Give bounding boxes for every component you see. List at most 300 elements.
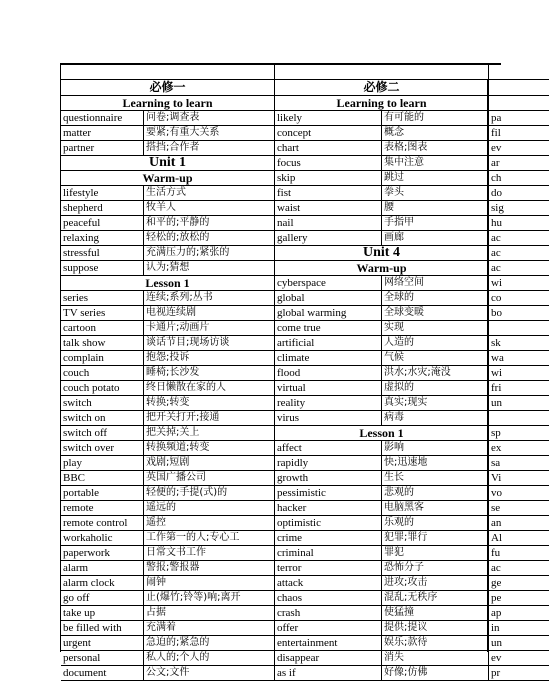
chinese-meaning: 急迫的;紧急的	[146, 637, 210, 648]
chinese-meaning: 网络空间	[384, 277, 424, 288]
vocab-row	[275, 441, 488, 456]
english-word: matter	[61, 126, 144, 140]
english-word: be filled with	[61, 621, 144, 635]
english-word: stressful	[61, 246, 144, 260]
vocab-row	[61, 651, 274, 666]
vocab-row	[61, 576, 274, 591]
chinese-meaning: 消失	[384, 652, 404, 663]
vocab-row	[489, 666, 549, 681]
vocab-row	[275, 366, 488, 381]
english-word: virus	[275, 411, 382, 425]
vocab-row	[61, 486, 274, 501]
english-word: nail	[275, 216, 382, 230]
vocab-row	[489, 501, 549, 516]
english-word: couch potato	[61, 381, 144, 395]
chinese-meaning: 好像;仿佛	[384, 667, 428, 678]
vocab-row	[275, 636, 488, 651]
vocab-row	[489, 111, 549, 126]
vocab-row	[275, 216, 488, 231]
vocab-row	[275, 591, 488, 606]
chinese-meaning: 提供;提议	[384, 622, 428, 633]
vocab-row	[489, 456, 549, 471]
section-heading	[489, 96, 549, 111]
chinese-meaning: 抱怨;投诉	[146, 352, 190, 363]
english-word: sa	[491, 457, 501, 469]
english-word: sig	[491, 202, 504, 214]
vocab-row	[275, 546, 488, 561]
chinese-meaning: 警报;警报器	[146, 562, 200, 573]
english-word: ac	[491, 562, 501, 574]
vocab-row	[489, 471, 549, 486]
vocab-row	[489, 426, 549, 441]
chinese-meaning: 闹钟	[146, 577, 166, 588]
vocab-row	[489, 231, 549, 246]
vocab-row	[61, 111, 274, 126]
chinese-meaning: 充满着	[146, 622, 176, 633]
english-word: ge	[491, 577, 502, 589]
section-heading: Learning to learn	[275, 96, 488, 111]
english-word: growth	[275, 471, 382, 485]
vocab-row	[275, 666, 488, 681]
vocab-row	[489, 306, 549, 321]
english-word: Vi	[491, 472, 502, 484]
chinese-meaning: 日常文书工作	[146, 547, 206, 558]
chinese-meaning: 罪犯	[384, 547, 404, 558]
vocab-row	[275, 126, 488, 141]
vocab-row	[489, 276, 549, 291]
chinese-meaning: 真实;现实	[384, 397, 428, 408]
vocab-row	[489, 516, 549, 531]
chinese-meaning: 牧羊人	[146, 202, 176, 213]
chinese-meaning: 英国广播公司	[146, 472, 206, 483]
vocab-row	[61, 501, 274, 516]
chinese-meaning: 电视连续剧	[146, 307, 196, 318]
vocab-row	[489, 636, 549, 651]
english-word: offer	[275, 621, 382, 635]
vocab-row	[489, 336, 549, 351]
english-word: wa	[491, 352, 504, 364]
chinese-meaning: 使猛撞	[384, 607, 414, 618]
vocab-row	[275, 186, 488, 201]
vocab-row	[275, 501, 488, 516]
english-word: entertainment	[275, 636, 382, 650]
english-word: ch	[491, 172, 502, 184]
vocab-row	[275, 141, 488, 156]
section-heading: Lesson 1	[275, 426, 488, 441]
vocab-row	[489, 486, 549, 501]
english-word: remote control	[61, 516, 144, 530]
english-word: global warming	[275, 306, 382, 320]
vocab-row	[489, 216, 549, 231]
chinese-meaning: 乐观的	[384, 517, 414, 528]
english-word: disappear	[275, 651, 382, 665]
vocab-row	[275, 231, 488, 246]
vocab-row	[489, 561, 549, 576]
english-word: un	[491, 397, 502, 409]
vocab-row	[275, 336, 488, 351]
english-word: do	[491, 187, 502, 199]
vocab-row	[275, 561, 488, 576]
vocab-row	[275, 291, 488, 306]
chinese-meaning: 连续;系列;丛书	[146, 292, 213, 303]
section-heading: Warm-up	[61, 171, 274, 186]
vocab-row	[275, 531, 488, 546]
vocab-row	[489, 366, 549, 381]
vocab-row	[61, 606, 274, 621]
english-word: pr	[491, 667, 501, 679]
english-word: personal	[61, 651, 144, 665]
vocab-row	[61, 561, 274, 576]
english-word: crash	[275, 606, 382, 620]
english-word: ex	[491, 442, 502, 454]
chinese-meaning: 快;迅速地	[384, 457, 428, 468]
chinese-meaning: 终日懒散在家的人	[146, 382, 226, 393]
vocab-row	[489, 396, 549, 411]
vocab-row	[489, 381, 549, 396]
english-word: an	[491, 517, 502, 529]
english-word: fist	[275, 186, 382, 200]
vocab-row	[61, 306, 274, 321]
english-word: virtual	[275, 381, 382, 395]
vocab-row	[275, 651, 488, 666]
section-heading: Warm-up	[275, 261, 488, 276]
book-title: 必修一	[61, 79, 274, 96]
column-book-2	[275, 65, 489, 681]
vocab-row	[61, 351, 274, 366]
vocab-row	[275, 606, 488, 621]
chinese-meaning: 要紧;有重大关系	[146, 127, 220, 138]
chinese-meaning: 实现	[384, 322, 404, 333]
english-word: chart	[275, 141, 382, 155]
english-word: global	[275, 291, 382, 305]
vocab-row	[489, 441, 549, 456]
vocab-row	[489, 531, 549, 546]
vocab-row	[275, 456, 488, 471]
chinese-meaning: 占据	[146, 607, 166, 618]
vocab-row	[489, 546, 549, 561]
chinese-meaning: 洪水;水灾;淹没	[384, 367, 451, 378]
vocab-row	[275, 351, 488, 366]
english-word: ev	[491, 652, 502, 664]
english-word: alarm	[61, 561, 144, 575]
vocab-row	[275, 111, 488, 126]
english-word: fil	[491, 127, 501, 139]
chinese-meaning: 悲观的	[384, 487, 414, 498]
english-word: shepherd	[61, 201, 144, 215]
english-word: skip	[275, 171, 382, 185]
vocab-row	[61, 321, 274, 336]
english-word: vo	[491, 487, 502, 499]
vocab-row	[489, 591, 549, 606]
chinese-meaning: 戏剧;短剧	[146, 457, 190, 468]
chinese-meaning: 娱乐;款待	[384, 637, 428, 648]
english-word: alarm clock	[61, 576, 144, 590]
vocab-row	[61, 441, 274, 456]
english-word: focus	[275, 156, 382, 170]
vocab-row	[489, 201, 549, 216]
chinese-meaning: 睡椅;长沙发	[146, 367, 200, 378]
chinese-meaning: 全球变暖	[384, 307, 424, 318]
vocab-row	[489, 321, 549, 336]
english-word: sk	[491, 337, 501, 349]
vocab-row	[61, 426, 274, 441]
unit-heading: Unit 4	[275, 246, 488, 261]
vocab-row	[61, 411, 274, 426]
english-word: hacker	[275, 501, 382, 515]
chinese-meaning: 手指甲	[384, 217, 414, 228]
english-word: go off	[61, 591, 144, 605]
english-word	[489, 321, 547, 335]
unit-heading: Unit 1	[61, 156, 274, 171]
vocab-row	[275, 471, 488, 486]
english-word: likely	[275, 111, 382, 125]
english-word: lifestyle	[61, 186, 144, 200]
chinese-meaning: 犯罪;罪行	[384, 532, 428, 543]
english-word: criminal	[275, 546, 382, 560]
english-word: reality	[275, 396, 382, 410]
vocab-row	[275, 576, 488, 591]
vocab-row	[489, 651, 549, 666]
english-word: pessimistic	[275, 486, 382, 500]
english-word: couch	[61, 366, 144, 380]
chinese-meaning: 拳头	[384, 187, 404, 198]
vocab-row	[61, 546, 274, 561]
vocab-row	[489, 261, 549, 276]
vocab-row	[489, 621, 549, 636]
chinese-meaning: 病毒	[384, 412, 404, 423]
vocab-row	[275, 381, 488, 396]
vocab-row	[61, 666, 274, 681]
english-word: switch off	[61, 426, 144, 440]
english-word: gallery	[275, 231, 382, 245]
chinese-meaning: 集中注意	[384, 157, 424, 168]
chinese-meaning: 私人的;个人的	[146, 652, 210, 663]
english-word: portable	[61, 486, 144, 500]
english-word: take up	[61, 606, 144, 620]
english-word: cartoon	[61, 321, 144, 335]
vocab-row	[275, 306, 488, 321]
vocab-row	[275, 396, 488, 411]
english-word: switch	[61, 396, 144, 410]
english-word: as if	[275, 666, 382, 680]
vocab-row	[61, 456, 274, 471]
vocab-row	[61, 141, 274, 156]
english-word: sp	[491, 427, 501, 439]
english-word: fu	[491, 547, 501, 559]
english-word: switch on	[61, 411, 144, 425]
vocab-row	[275, 516, 488, 531]
chinese-meaning: 虚拟的	[384, 382, 414, 393]
english-word: bo	[491, 307, 502, 319]
vocab-row	[61, 621, 274, 636]
english-word: urgent	[61, 636, 144, 650]
english-word: come true	[275, 321, 382, 335]
chinese-meaning: 转换频道;转变	[146, 442, 210, 453]
vocab-row	[61, 126, 274, 141]
vocab-row	[489, 141, 549, 156]
english-word: flood	[275, 366, 382, 380]
english-word: co	[491, 292, 502, 304]
vocabulary-sheet	[60, 63, 504, 679]
english-word: peaceful	[61, 216, 144, 230]
vocab-row	[61, 291, 274, 306]
vocab-row	[61, 591, 274, 606]
english-word: optimistic	[275, 516, 382, 530]
chinese-meaning: 轻松的;放松的	[146, 232, 210, 243]
vocab-row	[61, 516, 274, 531]
chinese-meaning: 工作第一的人;专心工	[146, 532, 240, 543]
english-word: series	[61, 291, 144, 305]
english-word: artificial	[275, 336, 382, 350]
english-word: terror	[275, 561, 382, 575]
chinese-meaning: 认为;猜想	[146, 262, 190, 273]
english-word: remote	[61, 501, 144, 515]
english-word: partner	[61, 141, 144, 155]
vocab-row	[61, 201, 274, 216]
chinese-meaning: 把开关打开;接通	[146, 412, 220, 423]
english-word: affect	[275, 441, 382, 455]
english-word	[489, 411, 547, 425]
vocab-row	[275, 201, 488, 216]
vocab-row	[61, 471, 274, 486]
english-word: complain	[61, 351, 144, 365]
english-word: ac	[491, 232, 501, 244]
chinese-meaning: 遥控	[146, 517, 166, 528]
english-word: wi	[491, 367, 502, 379]
chinese-meaning: 腰	[384, 202, 394, 213]
english-word: suppose	[61, 261, 144, 275]
english-word: waist	[275, 201, 382, 215]
book-title: 必修二	[275, 79, 488, 96]
chinese-meaning: 进攻;攻击	[384, 577, 428, 588]
vocab-row	[489, 126, 549, 141]
chinese-meaning: 恐怖分子	[384, 562, 424, 573]
vocab-row	[61, 261, 274, 276]
vocab-row	[489, 411, 549, 426]
english-word: hu	[491, 217, 502, 229]
chinese-meaning: 遥远的	[146, 502, 176, 513]
chinese-meaning: 生长	[384, 472, 404, 483]
vocab-row	[275, 411, 488, 426]
chinese-meaning: 概念	[384, 127, 404, 138]
chinese-meaning: 轻便的;手提(式)的	[146, 487, 228, 498]
vocab-row	[61, 336, 274, 351]
section-heading: Lesson 1	[61, 276, 274, 291]
vocab-row	[61, 186, 274, 201]
vocab-row	[489, 351, 549, 366]
chinese-meaning: 转换;转变	[146, 397, 190, 408]
english-word: rapidly	[275, 456, 382, 470]
vocab-row	[489, 156, 549, 171]
english-word: ac	[491, 247, 501, 259]
chinese-meaning: 卡通片;动画片	[146, 322, 210, 333]
chinese-meaning: 止(爆竹;铃等)响;离开	[146, 592, 241, 603]
chinese-meaning: 和平的;平静的	[146, 217, 210, 228]
chinese-meaning: 问卷;调查表	[146, 112, 200, 123]
chinese-meaning: 混乱;无秩序	[384, 592, 438, 603]
english-word: cyberspace	[275, 276, 382, 290]
english-word: ar	[491, 157, 500, 169]
english-word: play	[61, 456, 144, 470]
english-word: BBC	[61, 471, 144, 485]
english-word: ap	[491, 607, 502, 619]
chinese-meaning: 电脑黑客	[384, 502, 424, 513]
vocab-row	[61, 246, 274, 261]
vocab-row	[61, 366, 274, 381]
column-book-3	[489, 65, 549, 681]
english-word: ac	[491, 262, 501, 274]
vocab-row	[489, 171, 549, 186]
vocab-row	[275, 276, 488, 291]
vocab-row	[61, 636, 274, 651]
vocab-row	[489, 246, 549, 261]
vocab-row	[61, 396, 274, 411]
chinese-meaning: 跳过	[384, 172, 404, 183]
english-word: chaos	[275, 591, 382, 605]
chinese-meaning: 公文;文件	[146, 667, 190, 678]
english-word: switch over	[61, 441, 144, 455]
vocab-row	[61, 216, 274, 231]
vocab-row	[489, 186, 549, 201]
chinese-meaning: 全球的	[384, 292, 414, 303]
english-word: se	[491, 502, 501, 514]
english-word: ev	[491, 142, 502, 154]
english-word: attack	[275, 576, 382, 590]
english-word: workaholic	[61, 531, 144, 545]
english-word: questionnaire	[61, 111, 144, 125]
english-word: pa	[491, 112, 502, 124]
english-word: un	[491, 637, 502, 649]
english-word: pe	[491, 592, 502, 604]
chinese-meaning: 把关掉;关上	[146, 427, 200, 438]
vocab-row	[61, 231, 274, 246]
book-title	[489, 79, 549, 96]
vocab-row	[489, 606, 549, 621]
vocab-row	[61, 531, 274, 546]
vocab-row	[489, 576, 549, 591]
chinese-meaning: 气候	[384, 352, 404, 363]
english-word: wi	[491, 277, 502, 289]
english-word: relaxing	[61, 231, 144, 245]
english-word: talk show	[61, 336, 144, 350]
section-heading: Learning to learn	[61, 96, 274, 111]
vocab-row	[275, 321, 488, 336]
vocab-row	[275, 156, 488, 171]
english-word: fri	[491, 382, 502, 394]
column-book-1	[61, 65, 275, 681]
chinese-meaning: 画廊	[384, 232, 404, 243]
vocab-row	[275, 486, 488, 501]
chinese-meaning: 搭挡;合作者	[146, 142, 200, 153]
chinese-meaning: 影响	[384, 442, 404, 453]
english-word: TV series	[61, 306, 144, 320]
vocab-row	[489, 291, 549, 306]
english-word: paperwork	[61, 546, 144, 560]
chinese-meaning: 谈话节目;现场访谈	[146, 337, 230, 348]
chinese-meaning: 生活方式	[146, 187, 186, 198]
chinese-meaning: 表格;图表	[384, 142, 428, 153]
chinese-meaning: 有可能的	[384, 112, 424, 123]
english-word: document	[61, 666, 144, 680]
chinese-meaning: 充满压力的;紧张的	[146, 247, 230, 258]
vocab-row	[61, 381, 274, 396]
english-word: crime	[275, 531, 382, 545]
vocab-row	[275, 171, 488, 186]
english-word: in	[491, 622, 500, 634]
chinese-meaning: 人造的	[384, 337, 414, 348]
english-word: Al	[491, 532, 502, 544]
english-word: concept	[275, 126, 382, 140]
